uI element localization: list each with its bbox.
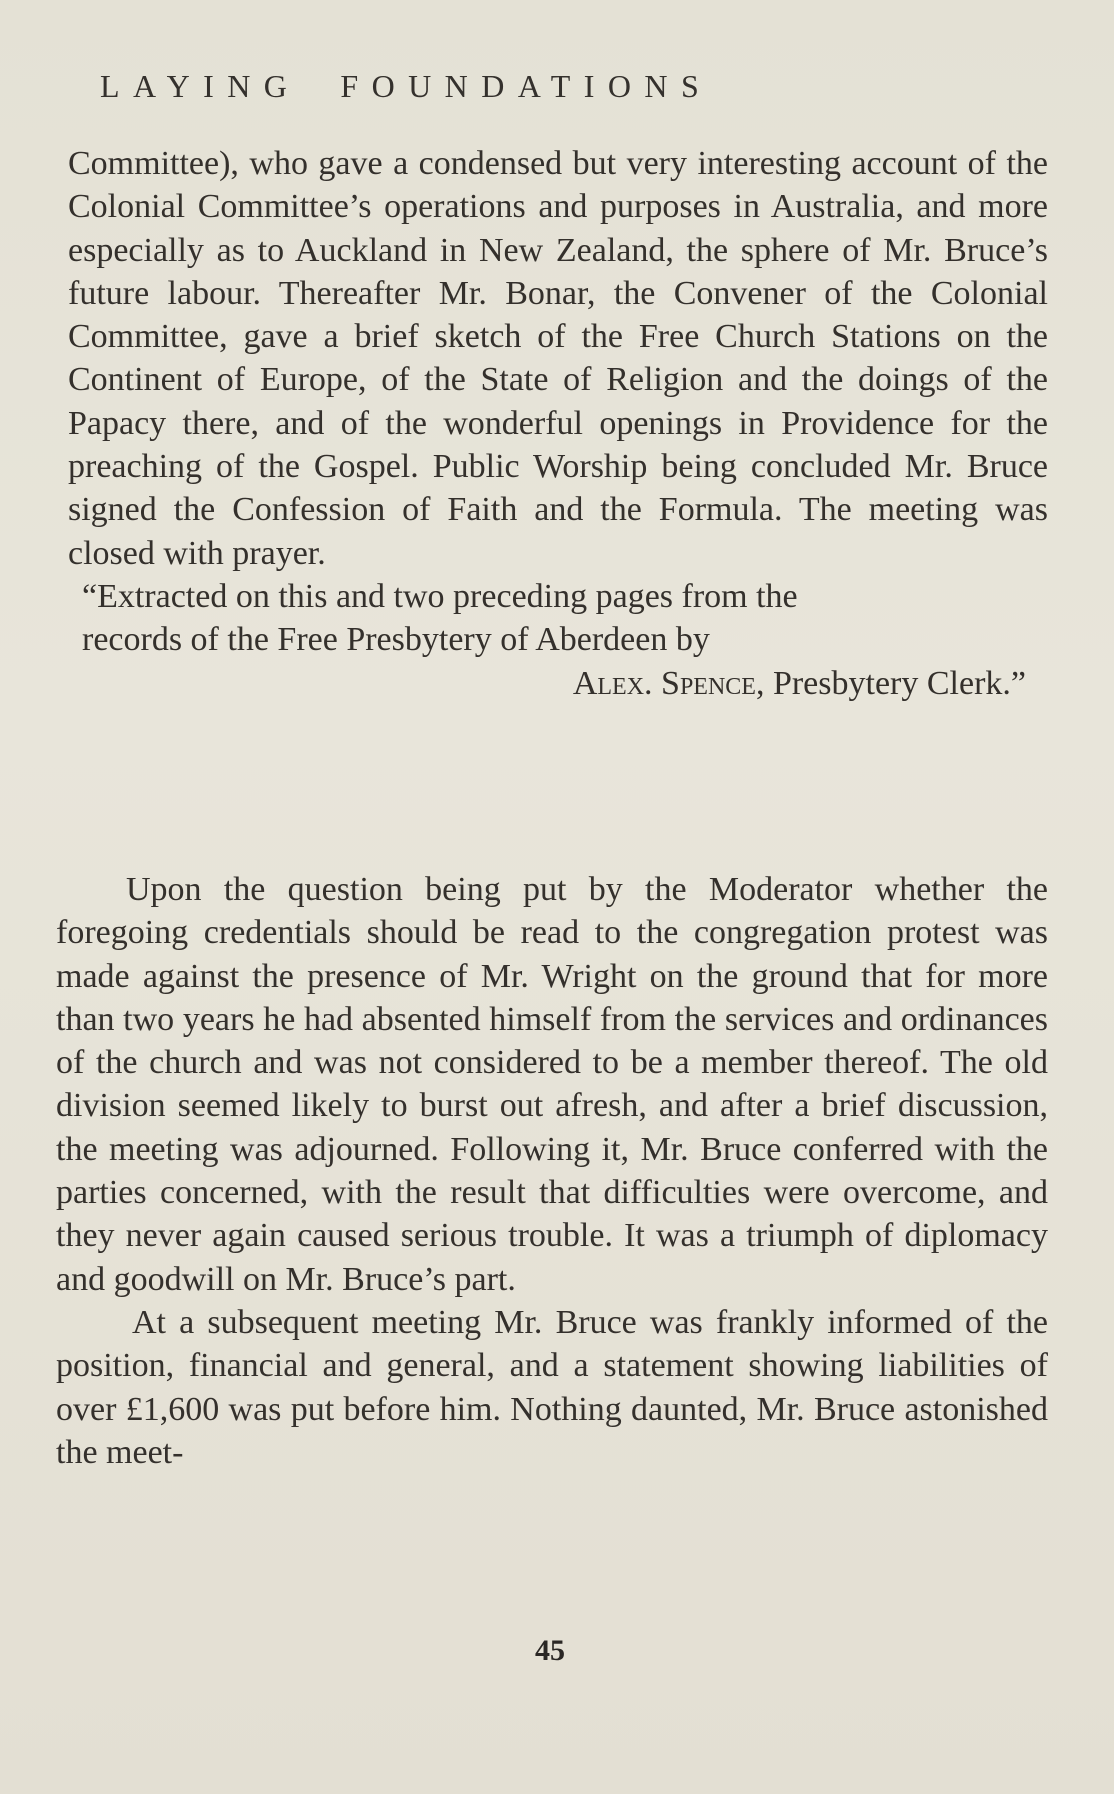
text-block-upper [68,142,1048,705]
running-head-word-2: FOUNDATIONS [340,68,713,104]
text-block-lower [56,868,1048,1474]
paragraph-meeting-account: Committee), who gave a condensed but very interesting account of the Colonial Committee’s operations and purposes in Australia, and more especially as to Auckland in New Zealand, the sphere of Mr. Bruce’s future labour. Thereafter Mr. Bonar, the Convener of the Colonial Committee, gave a brief sketch of the Free Church Stations on the Continent of Europe, of the State of Religion and the doings of the Papacy there, and of the wonderful openings in Providence for the preaching of the Gospel. Public Worship being concluded Mr. Bruce signed the Confession of Faith and the Formula. The meeting was closed with prayer. [68,145,1048,572]
page-number: 45 [535,1634,565,1667]
paragraph-subsequent-meeting: At a subsequent meeting Mr. Bruce was frankly informed of the position, financial and general, and a statement showing liabilities of over £1,600 was put before him. Nothing daunted, Mr. Bruce astonished the meet- [56,1303,1048,1471]
extract-note-line-2: records of the Free Presbytery of Aberdeen by [82,621,710,659]
clerk-signature [68,662,1048,705]
clerk-name: Alex. Spence, [572,664,765,702]
clerk-title: Presbytery Clerk.” [772,664,1026,702]
running-head-word-1: LAYING [100,68,301,104]
running-head [100,68,960,105]
paragraph-protest: Upon the question being put by the Moderator whether the foregoing credentials should be read to the congregation protest was made against the presence of Mr. Wright on the ground that for more than two years he had absented himself from the services and ordinances of the church and was not considered to be a member thereof. The old division seemed likely to burst out afresh, and after a brief discussion, the meeting was adjourned. Following it, Mr. Bruce conferred with the parties concerned, with the result that difficulties were overcome, and they never again caused serious trouble. It was a triumph of diplomacy and goodwill on Mr. Bruce’s part. [56,871,1048,1298]
extract-note-line-1: “Extracted on this and two preceding pages from the [82,577,798,615]
